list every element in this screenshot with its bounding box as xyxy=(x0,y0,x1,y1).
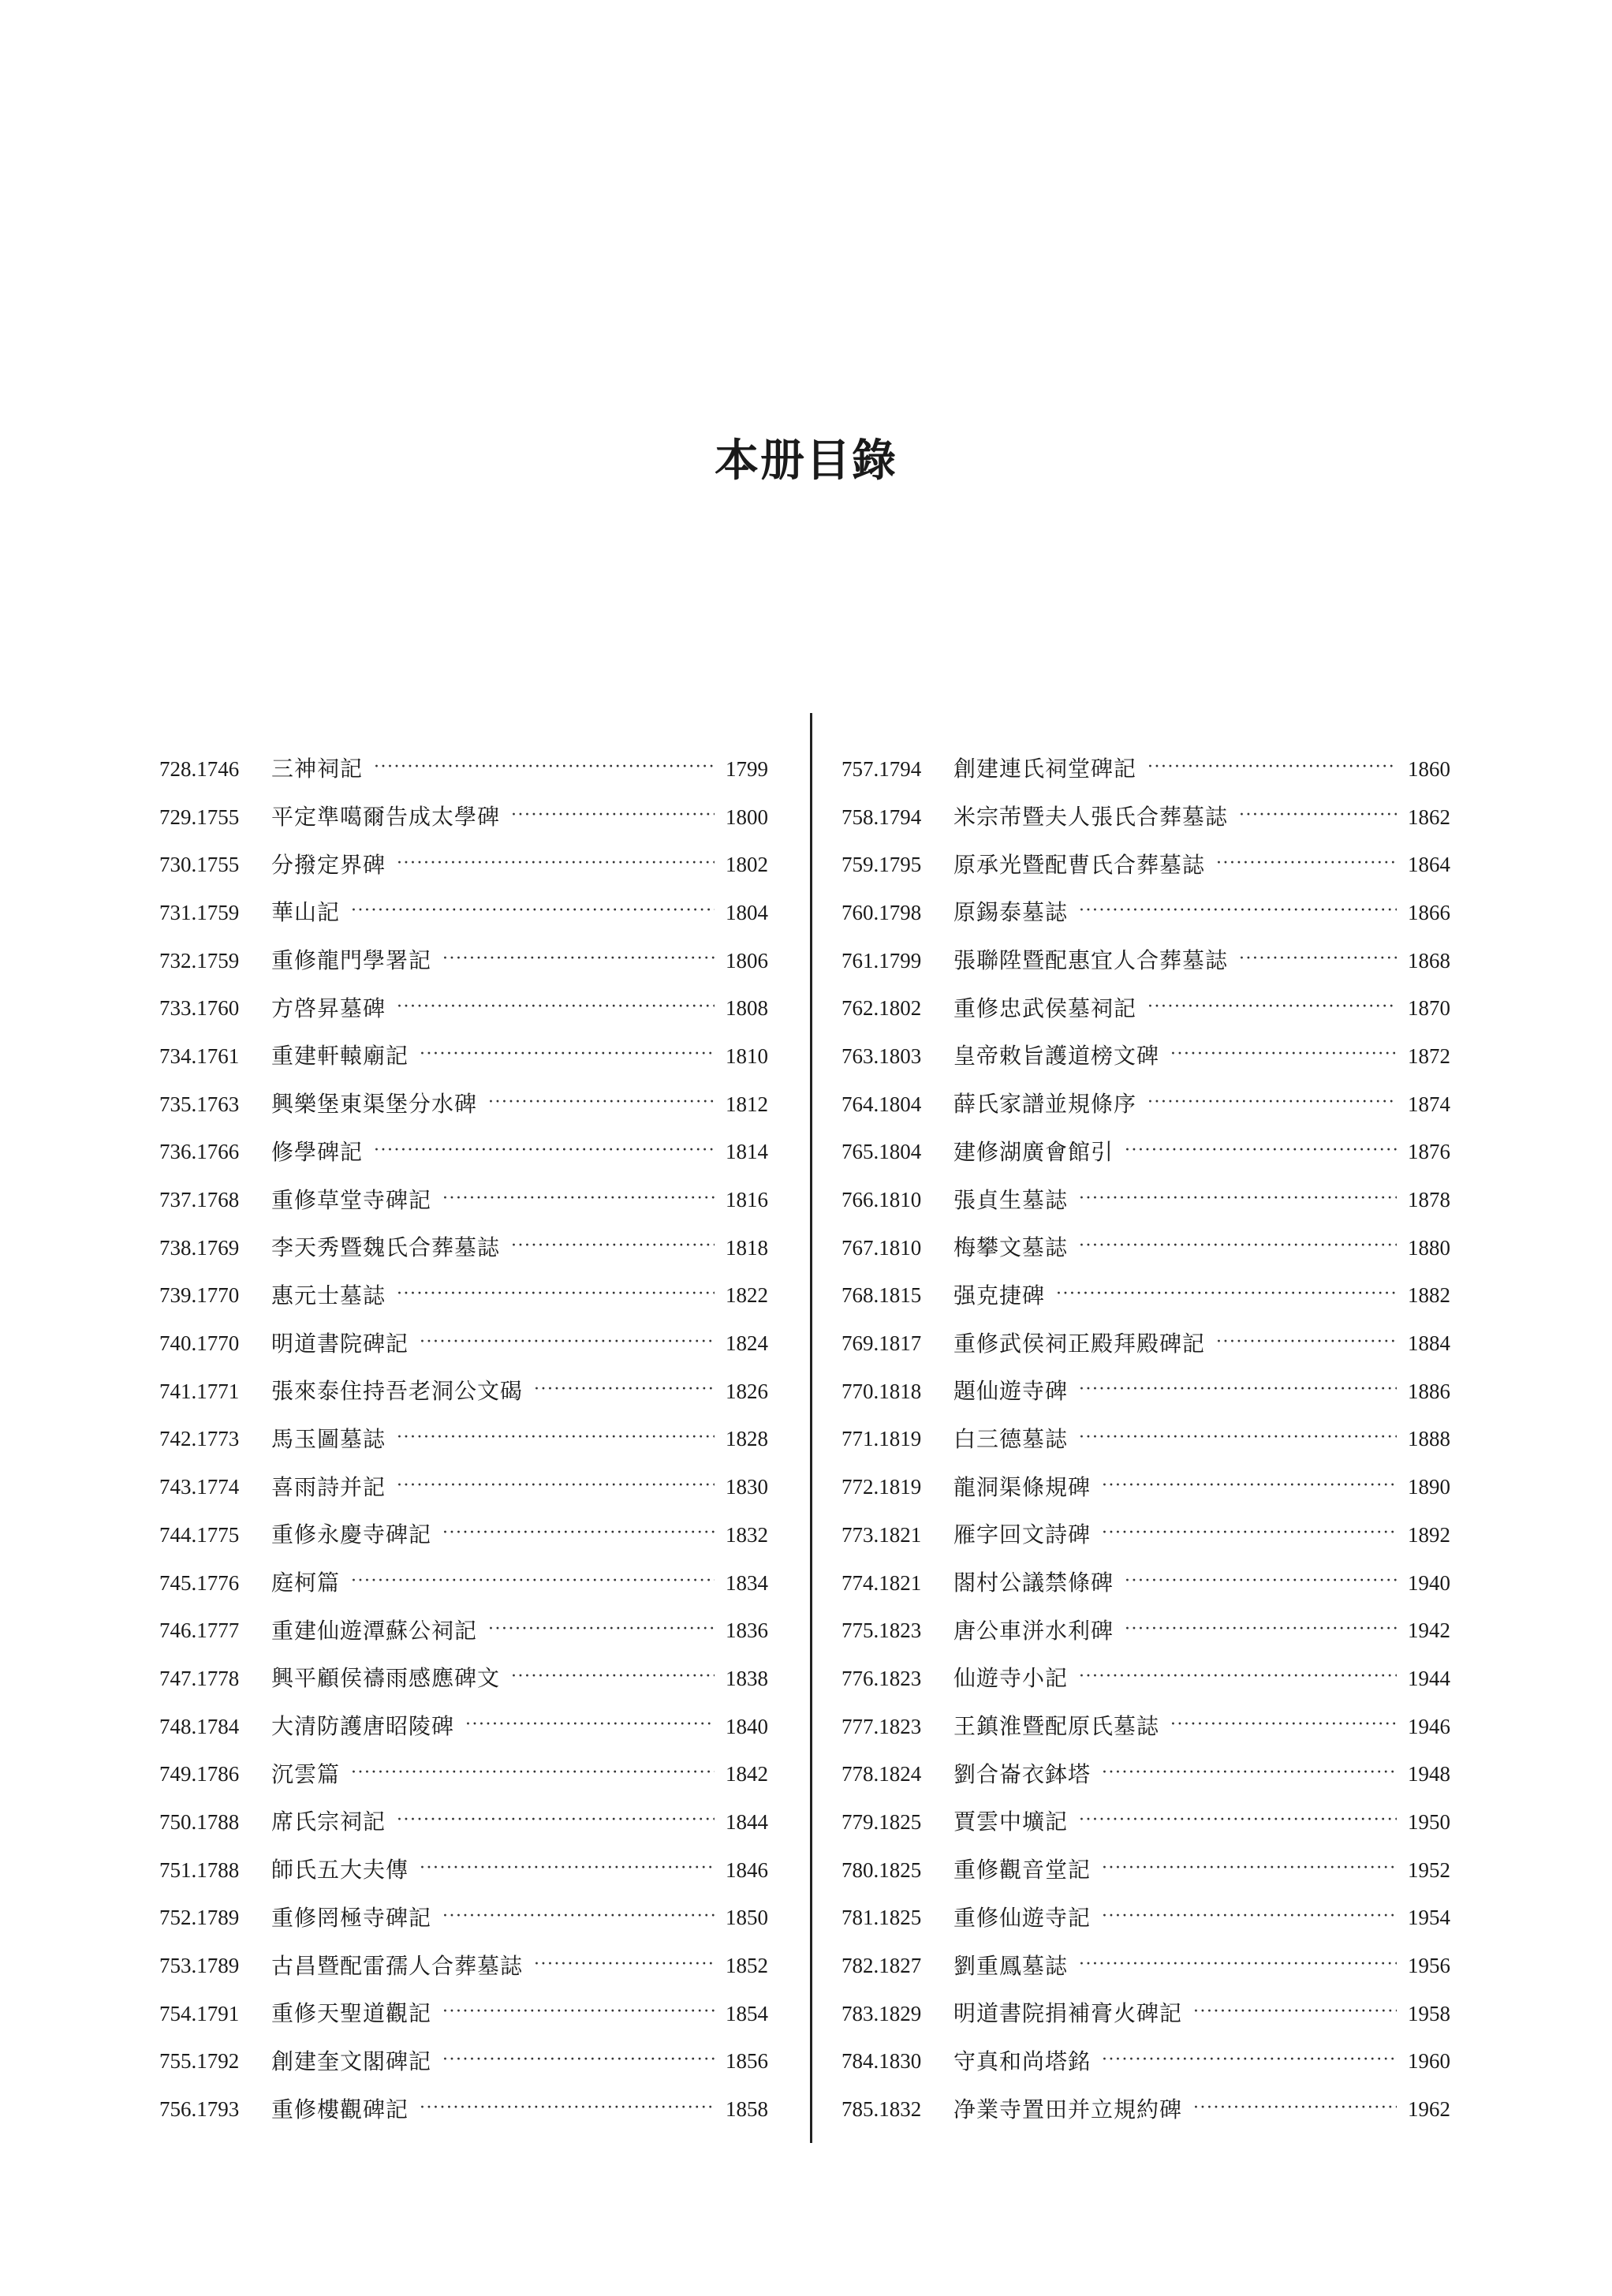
entry-title: 雁字回文詩碑 xyxy=(953,1521,1091,1548)
entry-page-number: 1880 xyxy=(1408,1235,1450,1260)
dot-leader xyxy=(1079,1238,1397,1255)
entry-title: 師氏五大夫傳 xyxy=(271,1857,409,1883)
entry-title: 三神祠記 xyxy=(271,756,364,782)
toc-entry xyxy=(159,984,768,1032)
toc-entry xyxy=(159,2085,768,2134)
dot-leader xyxy=(511,1238,715,1255)
dot-leader xyxy=(397,1477,715,1495)
entry-number: 742.1773 xyxy=(159,1427,240,1451)
dot-leader xyxy=(397,855,715,872)
entry-title: 唐公車洴水利碑 xyxy=(953,1617,1114,1644)
toc-entry xyxy=(841,1942,1450,1990)
entry-title: 興樂堡東渠堡分水碑 xyxy=(271,1091,478,1118)
entry-page-number: 1950 xyxy=(1408,1809,1450,1834)
dot-leader xyxy=(351,1573,715,1590)
entry-page-number: 1946 xyxy=(1408,1714,1450,1738)
entry-page-number: 1948 xyxy=(1408,1762,1450,1786)
toc-entry xyxy=(159,1655,768,1703)
entry-number: 779.1825 xyxy=(841,1809,922,1834)
toc-entry xyxy=(159,1990,768,2038)
entry-title: 重修忠武侯墓祠記 xyxy=(953,995,1137,1021)
entry-page-number: 1856 xyxy=(726,2049,768,2074)
entry-number: 764.1804 xyxy=(841,1092,922,1116)
entry-page-number: 1878 xyxy=(1408,1188,1450,1212)
entry-page-number: 1858 xyxy=(726,2097,768,2122)
entry-page-number: 1836 xyxy=(726,1618,768,1643)
entry-page-number: 1954 xyxy=(1408,1906,1450,1930)
entry-title: 重建仙遊潭蘇公祠記 xyxy=(271,1617,478,1644)
entry-title: 重修武侯祠正殿拜殿碑記 xyxy=(953,1330,1206,1357)
toc-entry xyxy=(841,1703,1450,1751)
entry-number: 735.1763 xyxy=(159,1092,240,1116)
entry-number: 746.1777 xyxy=(159,1618,240,1643)
entry-title: 沉雲篇 xyxy=(271,1760,341,1787)
entry-title: 席氏宗祠記 xyxy=(271,1809,386,1835)
toc-entry xyxy=(841,841,1450,889)
toc-entry xyxy=(841,1895,1450,1943)
entry-page-number: 1940 xyxy=(1408,1570,1450,1595)
toc-entry xyxy=(159,1416,768,1464)
entry-page-number: 1944 xyxy=(1408,1666,1450,1690)
entry-page-number: 1834 xyxy=(726,1570,768,1595)
entry-page-number: 1844 xyxy=(726,1809,768,1834)
entry-number: 743.1774 xyxy=(159,1475,240,1499)
dot-leader xyxy=(1147,999,1397,1016)
dot-leader xyxy=(488,1621,715,1638)
entry-title: 薛氏家譜並規條序 xyxy=(953,1091,1137,1118)
toc-entry xyxy=(841,1607,1450,1655)
entry-title: 喜雨詩并記 xyxy=(271,1473,386,1500)
dot-leader xyxy=(442,1525,715,1542)
entry-number: 729.1755 xyxy=(159,805,240,829)
toc-entry xyxy=(841,937,1450,985)
toc-entry xyxy=(841,1750,1450,1798)
toc-entry xyxy=(841,793,1450,842)
toc-entry xyxy=(841,2038,1450,2086)
toc-entry xyxy=(841,1463,1450,1511)
entry-title: 華山記 xyxy=(271,899,341,926)
dot-leader xyxy=(1147,1094,1397,1111)
entry-page-number: 1962 xyxy=(1408,2097,1450,2122)
toc-entry xyxy=(159,1176,768,1224)
dot-leader xyxy=(1102,1525,1397,1542)
entry-page-number: 1942 xyxy=(1408,1618,1450,1643)
entry-page-number: 1822 xyxy=(726,1283,768,1308)
toc-entry xyxy=(841,1032,1450,1081)
entry-number: 754.1791 xyxy=(159,2001,240,2025)
dot-leader xyxy=(1079,1190,1397,1208)
entry-number: 772.1819 xyxy=(841,1475,922,1499)
dot-leader xyxy=(1216,855,1397,872)
dot-leader xyxy=(397,1812,715,1829)
entry-number: 755.1792 xyxy=(159,2049,240,2074)
toc-entry xyxy=(159,1750,768,1798)
dot-leader xyxy=(442,2003,715,2021)
toc-entry xyxy=(159,841,768,889)
entry-title: 重修草堂寺碑記 xyxy=(271,1186,432,1213)
toc-right-column xyxy=(841,745,1450,2134)
toc-entry xyxy=(841,1655,1450,1703)
entry-title: 古昌暨配雷孺人合葬墓誌 xyxy=(271,1952,524,1979)
dot-leader xyxy=(534,1956,715,1973)
toc-entry xyxy=(159,1846,768,1895)
entry-number: 781.1825 xyxy=(841,1906,922,1930)
entry-page-number: 1876 xyxy=(1408,1140,1450,1164)
entry-title: 張貞生墓誌 xyxy=(953,1186,1069,1213)
toc-entry xyxy=(159,1895,768,1943)
entry-number: 749.1786 xyxy=(159,1762,240,1786)
entry-page-number: 1816 xyxy=(726,1188,768,1212)
dot-leader xyxy=(351,902,715,920)
entry-page-number: 1810 xyxy=(726,1043,768,1068)
entry-page-number: 1830 xyxy=(726,1475,768,1499)
entry-number: 731.1759 xyxy=(159,900,240,924)
entry-title: 張聯陞暨配惠宜人合葬墓誌 xyxy=(953,947,1229,974)
dot-leader xyxy=(511,807,715,824)
entry-page-number: 1864 xyxy=(1408,853,1450,877)
dot-leader xyxy=(465,1716,715,1734)
entry-number: 760.1798 xyxy=(841,900,922,924)
entry-title: 創建奎文閣碑記 xyxy=(271,2048,432,2074)
dot-leader xyxy=(1102,1908,1397,1925)
toc-entry xyxy=(159,1224,768,1272)
dot-leader xyxy=(442,950,715,968)
toc-entry xyxy=(841,984,1450,1032)
entry-page-number: 1868 xyxy=(1408,948,1450,973)
toc-entry xyxy=(159,1798,768,1846)
dot-leader xyxy=(420,1334,715,1351)
entry-page-number: 1958 xyxy=(1408,2001,1450,2025)
entry-number: 773.1821 xyxy=(841,1522,922,1547)
toc-entry xyxy=(841,889,1450,937)
toc-entry xyxy=(841,1272,1450,1320)
entry-title: 仙遊寺小記 xyxy=(953,1665,1069,1692)
toc-entry xyxy=(841,1559,1450,1607)
entry-page-number: 1960 xyxy=(1408,2049,1450,2074)
dot-leader xyxy=(534,1381,715,1398)
entry-page-number: 1886 xyxy=(1408,1379,1450,1403)
toc-entry xyxy=(841,1416,1450,1464)
toc-entry xyxy=(159,745,768,793)
entry-number: 752.1789 xyxy=(159,1906,240,1930)
entry-title: 惠元士墓誌 xyxy=(271,1282,386,1309)
dot-leader xyxy=(374,759,715,776)
entry-title: 重修永慶寺碑記 xyxy=(271,1521,432,1548)
toc-entry xyxy=(159,889,768,937)
entry-title: 皇帝敕旨護道榜文碑 xyxy=(953,1043,1160,1070)
entry-page-number: 1846 xyxy=(726,1857,768,1882)
dot-leader xyxy=(511,1668,715,1686)
entry-number: 769.1817 xyxy=(841,1331,922,1356)
entry-page-number: 1842 xyxy=(726,1762,768,1786)
entry-title: 平定準噶爾告成太學碑 xyxy=(271,804,501,831)
dot-leader xyxy=(1125,1142,1397,1159)
toc-entry xyxy=(841,1511,1450,1559)
entry-number: 753.1789 xyxy=(159,1954,240,1978)
entry-page-number: 1866 xyxy=(1408,900,1450,924)
entry-number: 733.1760 xyxy=(159,996,240,1021)
entry-title: 重修仙遊寺記 xyxy=(953,1904,1091,1931)
entry-number: 745.1776 xyxy=(159,1570,240,1595)
entry-page-number: 1824 xyxy=(726,1331,768,1356)
entry-title: 原錫泰墓誌 xyxy=(953,899,1069,926)
entry-page-number: 1799 xyxy=(726,756,768,781)
entry-page-number: 1832 xyxy=(726,1522,768,1547)
dot-leader xyxy=(1216,1334,1397,1351)
dot-leader xyxy=(1079,902,1397,920)
dot-leader xyxy=(442,1190,715,1208)
toc-entry xyxy=(159,1703,768,1751)
dot-leader xyxy=(420,1046,715,1063)
entry-title: 題仙遊寺碑 xyxy=(953,1378,1069,1405)
column-divider xyxy=(810,713,812,2143)
entry-title: 守真和尚塔銘 xyxy=(953,2048,1091,2074)
toc-entry xyxy=(159,1559,768,1607)
entry-title: 明道書院碑記 xyxy=(271,1330,409,1357)
entry-page-number: 1826 xyxy=(726,1379,768,1403)
entry-title: 李天秀暨魏氏合葬墓誌 xyxy=(271,1234,501,1261)
entry-page-number: 1812 xyxy=(726,1092,768,1116)
entry-page-number: 1802 xyxy=(726,853,768,877)
entry-number: 740.1770 xyxy=(159,1331,240,1356)
dot-leader xyxy=(397,999,715,1016)
entry-title: 張來泰住持吾老洞公文碣 xyxy=(271,1378,524,1405)
entry-page-number: 1956 xyxy=(1408,1954,1450,1978)
entry-title: 重修樓觀碑記 xyxy=(271,2096,409,2122)
entry-title: 重建軒轅廟記 xyxy=(271,1043,409,1070)
entry-page-number: 1840 xyxy=(726,1714,768,1738)
toc-entry xyxy=(841,1320,1450,1368)
dot-leader xyxy=(1239,950,1397,968)
dot-leader xyxy=(1125,1573,1397,1590)
dot-leader xyxy=(442,2051,715,2069)
entry-number: 737.1768 xyxy=(159,1188,240,1212)
entry-title: 馬玉圖墓誌 xyxy=(271,1425,386,1452)
entry-number: 751.1788 xyxy=(159,1857,240,1882)
dot-leader xyxy=(1102,1860,1397,1877)
dot-leader xyxy=(397,1429,715,1447)
toc-entry xyxy=(159,1368,768,1416)
toc-entry xyxy=(841,1176,1450,1224)
dot-leader xyxy=(1125,1621,1397,1638)
entry-title: 興平顧侯禱雨感應碑文 xyxy=(271,1665,501,1692)
dot-leader xyxy=(1079,1812,1397,1829)
toc-entry xyxy=(841,1224,1450,1272)
entry-page-number: 1952 xyxy=(1408,1857,1450,1882)
entry-number: 748.1784 xyxy=(159,1714,240,1738)
entry-page-number: 1872 xyxy=(1408,1043,1450,1068)
entry-number: 761.1799 xyxy=(841,948,922,973)
entry-page-number: 1804 xyxy=(726,900,768,924)
toc-entry xyxy=(841,1798,1450,1846)
entry-number: 768.1815 xyxy=(841,1283,922,1308)
dot-leader xyxy=(1079,1429,1397,1447)
entry-number: 741.1771 xyxy=(159,1379,240,1403)
dot-leader xyxy=(1079,1956,1397,1973)
entry-number: 763.1803 xyxy=(841,1043,922,1068)
entry-page-number: 1884 xyxy=(1408,1331,1450,1356)
entry-number: 747.1778 xyxy=(159,1666,240,1690)
toc-entry xyxy=(841,1129,1450,1177)
entry-page-number: 1852 xyxy=(726,1954,768,1978)
entry-number: 728.1746 xyxy=(159,756,240,781)
entry-title: 重修天聖道觀記 xyxy=(271,2000,432,2027)
entry-page-number: 1838 xyxy=(726,1666,768,1690)
dot-leader xyxy=(1102,2051,1397,2069)
entry-page-number: 1874 xyxy=(1408,1092,1450,1116)
dot-leader xyxy=(442,1908,715,1925)
entry-number: 732.1759 xyxy=(159,948,240,973)
entry-page-number: 1862 xyxy=(1408,805,1450,829)
dot-leader xyxy=(1079,1668,1397,1686)
entry-number: 783.1829 xyxy=(841,2001,922,2025)
entry-number: 780.1825 xyxy=(841,1857,922,1882)
entry-title: 龍洞渠條規碑 xyxy=(953,1473,1091,1500)
entry-number: 774.1821 xyxy=(841,1570,922,1595)
entry-title: 創建連氏祠堂碑記 xyxy=(953,756,1137,782)
entry-number: 750.1788 xyxy=(159,1809,240,1834)
dot-leader xyxy=(1102,1764,1397,1782)
entry-title: 劉重鳳墓誌 xyxy=(953,1952,1069,1979)
toc-entry xyxy=(159,1032,768,1081)
entry-title: 明道書院捐補膏火碑記 xyxy=(953,2000,1183,2027)
entry-number: 730.1755 xyxy=(159,853,240,877)
dot-leader xyxy=(420,2100,715,2117)
entry-title: 强克捷碑 xyxy=(953,1282,1046,1309)
page-title: 本册目錄 xyxy=(715,434,897,487)
entry-number: 777.1823 xyxy=(841,1714,922,1738)
entry-number: 775.1823 xyxy=(841,1618,922,1643)
entry-title: 建修湖廣會館引 xyxy=(953,1138,1114,1165)
entry-title: 賈雲中壙記 xyxy=(953,1809,1069,1835)
toc-entry xyxy=(159,2038,768,2086)
entry-page-number: 1814 xyxy=(726,1140,768,1164)
entry-page-number: 1870 xyxy=(1408,996,1450,1021)
entry-number: 765.1804 xyxy=(841,1140,922,1164)
dot-leader xyxy=(1170,1716,1397,1734)
entry-number: 744.1775 xyxy=(159,1522,240,1547)
dot-leader xyxy=(397,1286,715,1303)
toc-entry xyxy=(159,1129,768,1177)
entry-title: 重修觀音堂記 xyxy=(953,1857,1091,1883)
entry-number: 756.1793 xyxy=(159,2097,240,2122)
toc-entry xyxy=(841,1081,1450,1129)
entry-number: 785.1832 xyxy=(841,2097,922,2122)
entry-page-number: 1818 xyxy=(726,1235,768,1260)
entry-title: 修學碑記 xyxy=(271,1138,364,1165)
entry-title: 米宗芾暨夫人張氏合葬墓誌 xyxy=(953,804,1229,831)
toc-entry xyxy=(841,1368,1450,1416)
toc-entry xyxy=(841,2085,1450,2134)
dot-leader xyxy=(374,1142,715,1159)
entry-title: 净業寺置田并立規約碑 xyxy=(953,2096,1183,2122)
entry-page-number: 1828 xyxy=(726,1427,768,1451)
entry-title: 重修罔極寺碑記 xyxy=(271,1904,432,1931)
dot-leader xyxy=(1147,759,1397,776)
toc-entry xyxy=(841,1990,1450,2038)
dot-leader xyxy=(1079,1381,1397,1398)
entry-page-number: 1860 xyxy=(1408,756,1450,781)
entry-title: 劉合崙衣鉢塔 xyxy=(953,1760,1091,1787)
entry-page-number: 1806 xyxy=(726,948,768,973)
entry-title: 方啓昇墓碑 xyxy=(271,995,386,1021)
entry-number: 734.1761 xyxy=(159,1043,240,1068)
toc-entry xyxy=(159,937,768,985)
dot-leader xyxy=(351,1764,715,1782)
entry-page-number: 1892 xyxy=(1408,1522,1450,1547)
toc-entry xyxy=(159,1607,768,1655)
entry-number: 770.1818 xyxy=(841,1379,922,1403)
entry-page-number: 1890 xyxy=(1408,1475,1450,1499)
dot-leader xyxy=(1193,2003,1397,2021)
toc-entry xyxy=(159,1942,768,1990)
toc-left-column xyxy=(159,745,768,2134)
entry-page-number: 1882 xyxy=(1408,1283,1450,1308)
dot-leader xyxy=(1170,1046,1397,1063)
entry-title: 梅攀文墓誌 xyxy=(953,1234,1069,1261)
entry-title: 重修龍門學署記 xyxy=(271,947,432,974)
entry-page-number: 1800 xyxy=(726,805,768,829)
entry-page-number: 1854 xyxy=(726,2001,768,2025)
entry-number: 776.1823 xyxy=(841,1666,922,1690)
dot-leader xyxy=(1193,2100,1397,2117)
entry-title: 王鎮淮暨配原氏墓誌 xyxy=(953,1713,1160,1740)
toc-entry xyxy=(159,1463,768,1511)
entry-title: 大清防護唐昭陵碑 xyxy=(271,1713,455,1740)
entry-title: 庭柯篇 xyxy=(271,1570,341,1596)
entry-number: 738.1769 xyxy=(159,1235,240,1260)
toc-entry xyxy=(159,1320,768,1368)
entry-number: 739.1770 xyxy=(159,1283,240,1308)
entry-page-number: 1850 xyxy=(726,1906,768,1930)
toc-entry xyxy=(159,1272,768,1320)
entry-number: 766.1810 xyxy=(841,1188,922,1212)
entry-number: 782.1827 xyxy=(841,1954,922,1978)
dot-leader xyxy=(488,1094,715,1111)
entry-number: 736.1766 xyxy=(159,1140,240,1164)
entry-number: 758.1794 xyxy=(841,805,922,829)
toc-entry xyxy=(841,745,1450,793)
dot-leader xyxy=(1056,1286,1397,1303)
entry-number: 759.1795 xyxy=(841,853,922,877)
entry-number: 778.1824 xyxy=(841,1762,922,1786)
toc-entry xyxy=(159,793,768,842)
entry-title: 白三德墓誌 xyxy=(953,1425,1069,1452)
entry-number: 771.1819 xyxy=(841,1427,922,1451)
dot-leader xyxy=(1239,807,1397,824)
dot-leader xyxy=(1102,1477,1397,1495)
entry-number: 757.1794 xyxy=(841,756,922,781)
entry-title: 原承光暨配曹氏合葬墓誌 xyxy=(953,851,1206,878)
entry-title: 分撥定界碑 xyxy=(271,851,386,878)
entry-number: 762.1802 xyxy=(841,996,922,1021)
entry-number: 767.1810 xyxy=(841,1235,922,1260)
entry-number: 784.1830 xyxy=(841,2049,922,2074)
entry-page-number: 1888 xyxy=(1408,1427,1450,1451)
dot-leader xyxy=(420,1860,715,1877)
toc-entry xyxy=(159,1081,768,1129)
entry-page-number: 1808 xyxy=(726,996,768,1021)
toc-entry xyxy=(841,1846,1450,1895)
toc-entry xyxy=(159,1511,768,1559)
entry-title: 閤村公議禁條碑 xyxy=(953,1570,1114,1596)
